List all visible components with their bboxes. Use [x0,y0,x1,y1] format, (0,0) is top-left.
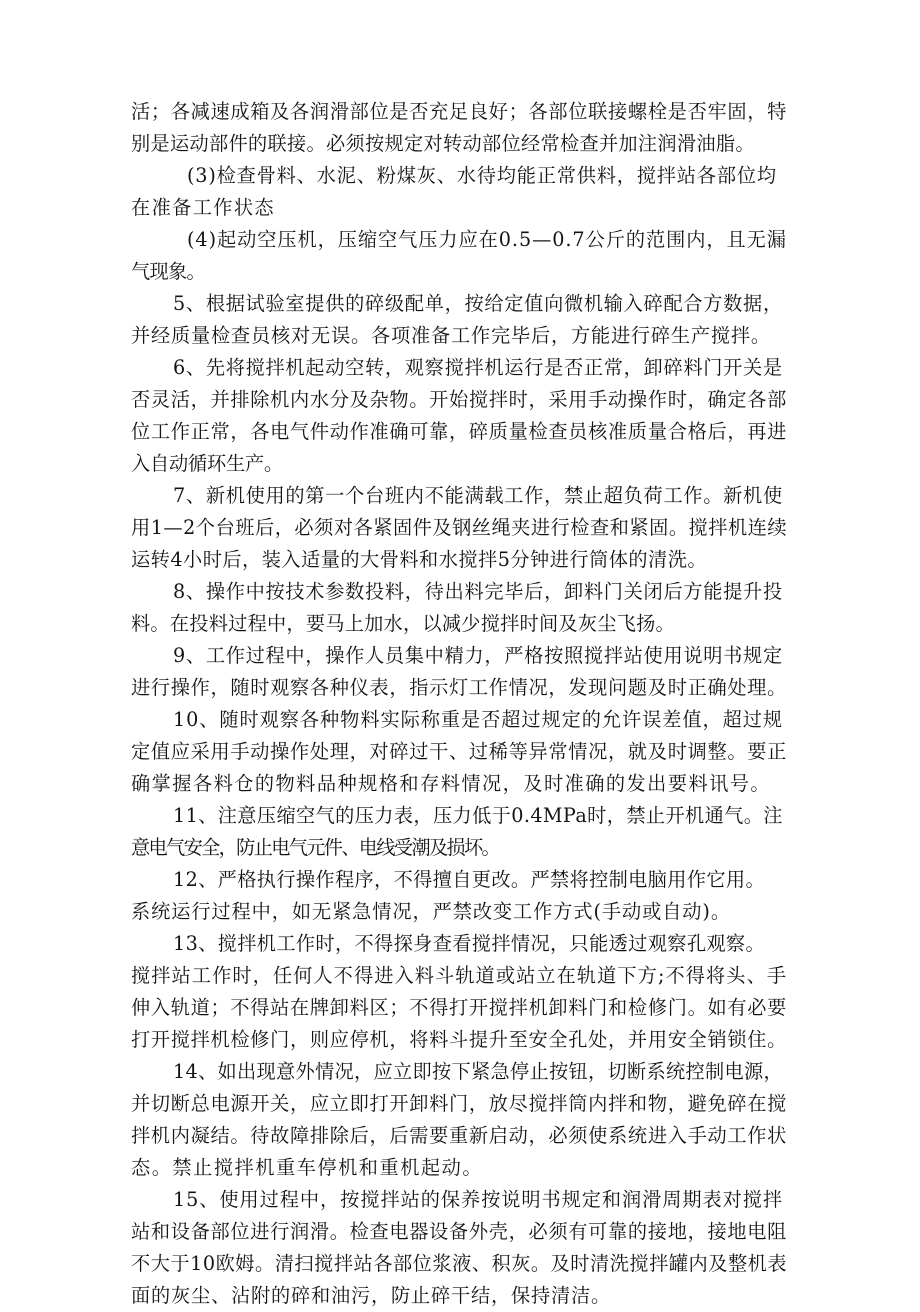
text-line: 面的灰尘、沾附的碎和油污，防止碎干结，保持清洁。 [131,1284,611,1307]
text-line: 14、如出现意外情况，应立即按下紧急停止按钮，切断系统控制电源， [173,1060,783,1083]
text-line: 不大于10欧姆。清扫搅拌站各部位浆液、积灰。及时清洗搅拌罐内及整机表 [131,1252,788,1275]
text-line: 确掌握各料仓的物料品种规格和存料情况，及时准确的发出要料讯号。 [131,772,772,795]
text-line: 打开搅拌机检修门，则应停机，将料斗提升至安全孔处，并用安全销锁住。 [131,1028,787,1051]
text-line: 11、注意压缩空气的压力表，压力低于0.4MPa时，禁止开机通气。注 [173,804,783,827]
text-line: 系统运行过程中，如无紧急情况，严禁改变工作方式(手动或自动)。 [131,900,731,923]
text-line: 料。在投料过程中，要马上加水，以减少搅拌时间及灰尘飞扬。 [131,612,675,635]
text-line: 8、操作中按技术参数投料，待出料完毕后，卸料门关闭后方能提升投 [173,580,783,603]
text-line: 6、先将搅拌机起动空转，观察搅拌机运行是否正常，卸碎料门开关是 [173,356,783,379]
text-line: 12、严格执行操作程序，不得擅自更改。严禁将控制电脑用作它用。 [173,868,766,891]
text-line: 意电气安全，防止电气元件、电线受潮及损坏。 [131,836,500,859]
text-line: 位工作正常，各电气件动作准确可靠，碎质量检查员核准质量合格后，再进 [131,420,787,443]
text-line: (4)起动空压机，压缩空气压力应在0.5—0.7公斤的范围内，且无漏 [187,228,787,251]
text-line: 用1—2个台班后，必须对各紧固件及钢丝绳夹进行检查和紧固。搅拌机连续 [131,516,788,539]
text-line: 运转4小时后，装入适量的大骨料和水搅拌5分钟进行筒体的清洗。 [131,548,708,571]
text-line: 并切断总电源开关，应立即打开卸料门，放尽搅拌筒内拌和物，避免碎在搅 [131,1092,787,1115]
text-line: 气现象。 [131,260,205,283]
text-line: 拌机内凝结。待故障排除后，后需要重新启动，必须使系统进入手动工作状 [131,1124,787,1147]
text-line: 9、工作过程中，操作人员集中精力，严格按照搅拌站使用说明书规定 [173,644,783,667]
text-line: 7、新机使用的第一个台班内不能满载工作，禁止超负荷工作。新机使 [173,484,783,507]
text-line: 进行操作，随时观察各种仪表，指示灯工作情况，发现问题及时正确处理。 [131,676,787,699]
text-line: 在准备工作状态 [131,196,275,219]
text-line: 别是运动部件的联接。必须按规定对转动部位经常检查并加注润滑油脂。 [131,132,755,155]
text-line: 搅拌站工作时，任何人不得进入料斗轨道或站立在轨道下方;不得将头、手 [131,964,788,987]
text-line: 态。禁止搅拌机重车停机和重机起动。 [131,1156,484,1179]
text-line: 站和设备部位进行润滑。检查电器设备外壳，必须有可靠的接地，接地电阻 [131,1220,787,1243]
text-line: 15、使用过程中，按搅拌站的保养按说明书规定和润滑周期表对搅拌 [173,1188,783,1211]
text-line: 10、随时观察各种物料实际称重是否超过规定的允许误差值，超过规 [173,708,783,731]
text-line: 定值应采用手动操作处理，对碎过干、过稀等异常情况，就及时调整。要正 [131,740,787,763]
text-line: 伸入轨道；不得站在牌卸料区；不得打开搅拌机卸料门和检修门。如有必要 [131,996,787,1019]
text-line: 5、根据试验室提供的碎级配单，按给定值向微机输入碎配合方数据， [173,292,783,315]
text-line: (3)检查骨料、水泥、粉煤灰、水待均能正常供料，搅拌站各部位均 [187,164,777,187]
text-line: 并经质量检查员核对无误。各项准备工作完毕后，方能进行碎生产搅拌。 [131,324,771,347]
text-line: 否灵活，并排除机内水分及杂物。开始搅拌时，采用手动操作时，确定各部 [131,388,787,411]
text-line: 13、搅拌机工作时，不得探身查看搅拌情况，只能透过观察孔观察。 [173,932,766,955]
text-line: 入自动循环生产。 [131,452,283,475]
text-line: 活；各减速成箱及各润滑部位是否充足良好；各部位联接螺栓是否牢固，特 [131,100,787,123]
